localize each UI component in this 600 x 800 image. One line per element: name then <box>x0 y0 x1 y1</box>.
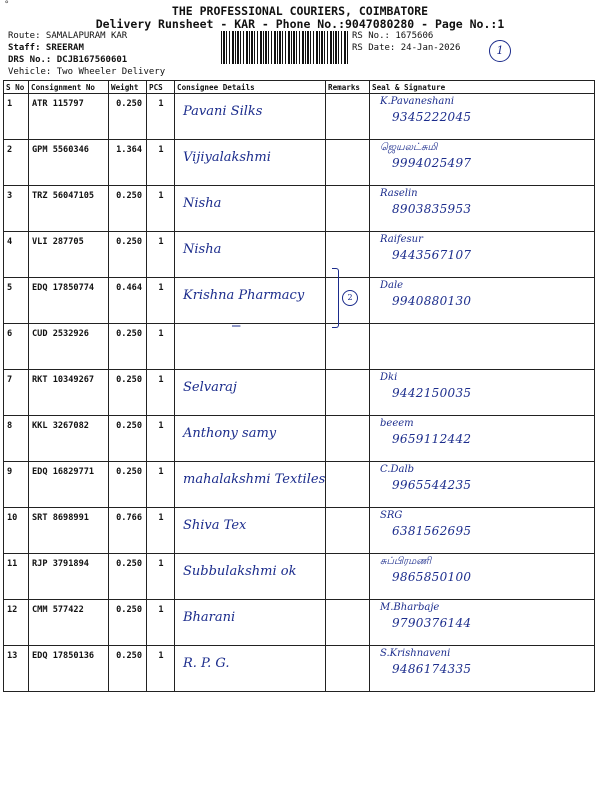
row-sno: 10 <box>4 508 29 554</box>
row-pcs: 1 <box>147 462 175 508</box>
signature-handwritten: Raifesur <box>380 234 423 245</box>
consignee-handwritten: Krishna Pharmacy <box>183 288 305 303</box>
row-weight: 0.250 <box>109 554 147 600</box>
col-consignment: Consignment No <box>29 81 109 94</box>
row-sno: 13 <box>4 646 29 692</box>
row-signature-cell <box>370 324 595 370</box>
signature-handwritten: C.Dalb <box>380 464 415 475</box>
row-signature-cell <box>370 646 595 692</box>
row-consignment-no: GPM 5560346 <box>29 140 109 186</box>
row-signature-cell <box>370 508 595 554</box>
row-consignee-cell <box>175 600 326 646</box>
row-remarks <box>326 140 370 186</box>
row-sno: 5 <box>4 278 29 324</box>
consignee-handwritten: Pavani Silks <box>183 104 263 119</box>
phone-handwritten: 8903835953 <box>392 202 472 216</box>
consignee-handwritten: Selvaraj <box>183 380 237 395</box>
row-remarks <box>326 186 370 232</box>
row-signature-cell <box>370 232 595 278</box>
row-consignee-cell <box>175 324 326 370</box>
col-signature: Seal & Signature <box>370 81 595 94</box>
row-remarks <box>326 94 370 140</box>
row-weight: 0.250 <box>109 462 147 508</box>
staff-label: Staff: SREERAM <box>8 43 84 53</box>
row-consignment-no: RJP 3791894 <box>29 554 109 600</box>
row-consignment-no: KKL 3267082 <box>29 416 109 462</box>
row-weight: 0.250 <box>109 94 147 140</box>
row-pcs: 1 <box>147 370 175 416</box>
col-weight: Weight <box>109 81 147 94</box>
row-weight: 0.250 <box>109 232 147 278</box>
consignee-handwritten: Bharani <box>183 610 236 625</box>
table-row <box>4 462 595 508</box>
signature-handwritten: S.Krishnaveni <box>380 648 451 659</box>
phone-handwritten: 9659112442 <box>392 432 472 446</box>
runsheet-title: Delivery Runsheet - KAR - Phone No.:9047080280 - Page No.:1 <box>95 17 505 31</box>
phone-handwritten: 9790376144 <box>392 616 472 630</box>
phone-handwritten: 9994025497 <box>392 156 472 170</box>
row-remarks <box>326 462 370 508</box>
table-row <box>4 600 595 646</box>
row-signature-cell <box>370 462 595 508</box>
table-row <box>4 554 595 600</box>
col-remarks: Remarks <box>326 81 370 94</box>
row-pcs: 1 <box>147 646 175 692</box>
row-consignee-cell <box>175 94 326 140</box>
row-pcs: 1 <box>147 232 175 278</box>
row-consignment-no: RKT 10349267 <box>29 370 109 416</box>
row-weight: 0.250 <box>109 370 147 416</box>
table-row <box>4 186 595 232</box>
row-pcs: 1 <box>147 508 175 554</box>
row-consignee-cell <box>175 646 326 692</box>
row-consignee-cell <box>175 232 326 278</box>
consignee-handwritten: R. P. G. <box>183 656 230 671</box>
table-header-row <box>4 81 595 94</box>
signature-handwritten: M.Bharbaje <box>380 602 440 613</box>
signature-handwritten: Dale <box>380 280 404 291</box>
consignee-handwritten: Subbulakshmi ok <box>183 564 297 579</box>
row-signature-cell <box>370 554 595 600</box>
row-signature-cell <box>370 186 595 232</box>
consignee-handwritten: Shiva Tex <box>183 518 247 533</box>
row-sno: 11 <box>4 554 29 600</box>
circled-page-mark: 1 <box>489 40 511 62</box>
col-consignee: Consignee Details <box>175 81 326 94</box>
row-consignee-cell <box>175 278 326 324</box>
row-consignment-no: CMM 577422 <box>29 600 109 646</box>
row-pcs: 1 <box>147 94 175 140</box>
row-pcs: 1 <box>147 140 175 186</box>
table-row <box>4 232 595 278</box>
row-consignee-cell <box>175 462 326 508</box>
row-pcs: 1 <box>147 416 175 462</box>
row-consignee-cell <box>175 140 326 186</box>
signature-handwritten: SRG <box>380 510 403 521</box>
row-remarks <box>326 324 370 370</box>
company-title: THE PROFESSIONAL COURIERS, COIMBATORE <box>171 4 429 18</box>
phone-handwritten: 9486174335 <box>392 662 472 676</box>
row-remarks <box>326 600 370 646</box>
rs-number: RS No.: 1675606 <box>352 31 434 41</box>
table-row <box>4 278 595 324</box>
row-consignment-no: TRZ 56047105 <box>29 186 109 232</box>
table-row <box>4 140 595 186</box>
grouping-bracket <box>332 268 339 328</box>
row-sno: 4 <box>4 232 29 278</box>
row-remarks <box>326 508 370 554</box>
row-consignment-no: CUD 2532926 <box>29 324 109 370</box>
row-sno: 9 <box>4 462 29 508</box>
row-sno: 7 <box>4 370 29 416</box>
row-consignment-no: EDQ 17850136 <box>29 646 109 692</box>
signature-handwritten: Dki <box>380 372 398 383</box>
row-weight: 0.250 <box>109 416 147 462</box>
row-sno: 3 <box>4 186 29 232</box>
consignee-handwritten: Nisha <box>183 242 222 257</box>
row-consignee-cell <box>175 554 326 600</box>
signature-handwritten: Raselin <box>380 188 418 199</box>
signature-handwritten: K.Pavaneshani <box>380 96 455 107</box>
phone-handwritten: 9865850100 <box>392 570 472 584</box>
row-sno: 12 <box>4 600 29 646</box>
row-sno: 8 <box>4 416 29 462</box>
row-consignee-cell <box>175 186 326 232</box>
row-consignment-no: VLI 287705 <box>29 232 109 278</box>
phone-handwritten: 9442150035 <box>392 386 472 400</box>
row-sno: 6 <box>4 324 29 370</box>
row-weight: 1.364 <box>109 140 147 186</box>
row-consignee-cell <box>175 508 326 554</box>
row-consignment-no: EDQ 16829771 <box>29 462 109 508</box>
row-pcs: 1 <box>147 186 175 232</box>
row-pcs: 1 <box>147 278 175 324</box>
phone-handwritten: 9443567107 <box>392 248 472 262</box>
row-remarks <box>326 416 370 462</box>
row-remarks <box>326 554 370 600</box>
vehicle-label: Vehicle: Two Wheeler Delivery <box>8 67 166 77</box>
phone-handwritten: 9345222045 <box>392 110 472 124</box>
consignee-handwritten: Nisha <box>183 196 222 211</box>
barcode <box>221 31 349 64</box>
group-count-mark: 2 <box>342 290 358 306</box>
table-row <box>4 508 595 554</box>
signature-handwritten: ஜெயலட்சுமி <box>380 142 438 153</box>
row-weight: 0.250 <box>109 186 147 232</box>
phone-handwritten: 9965544235 <box>392 478 472 492</box>
row-remarks <box>326 646 370 692</box>
col-pcs: PCS <box>147 81 175 94</box>
table-row <box>4 646 595 692</box>
row-signature-cell <box>370 140 595 186</box>
row-remarks <box>326 370 370 416</box>
row-consignee-cell <box>175 416 326 462</box>
runsheet-table <box>3 80 595 692</box>
row-weight: 0.250 <box>109 646 147 692</box>
row-consignment-no: SRT 8698991 <box>29 508 109 554</box>
row-pcs: 1 <box>147 600 175 646</box>
row-weight: 0.464 <box>109 278 147 324</box>
row-sno: 1 <box>4 94 29 140</box>
row-signature-cell <box>370 600 595 646</box>
phone-handwritten: 9940880130 <box>392 294 472 308</box>
table-row <box>4 416 595 462</box>
row-signature-cell <box>370 370 595 416</box>
row-consignee-cell <box>175 370 326 416</box>
row-sno: 2 <box>4 140 29 186</box>
row-signature-cell <box>370 278 595 324</box>
corner-mark: ° <box>4 0 10 10</box>
route-label: Route: SAMALAPURAM KAR <box>8 31 128 41</box>
row-pcs: 1 <box>147 554 175 600</box>
col-sno: S No <box>4 81 29 94</box>
consignee-handwritten: Anthony samy <box>183 426 277 441</box>
phone-handwritten: 6381562695 <box>392 524 472 538</box>
row-weight: 0.766 <box>109 508 147 554</box>
consignee-handwritten: mahalakshmi Textiles <box>183 472 326 487</box>
table-row <box>4 324 595 370</box>
table-row <box>4 94 595 140</box>
row-weight: 0.250 <box>109 600 147 646</box>
signature-handwritten: சுப்பிரமணி <box>380 556 432 567</box>
consignee-handwritten: Vijiyalakshmi <box>183 150 271 165</box>
blank-consignee-dash: — <box>232 318 241 334</box>
rs-date: RS Date: 24-Jan-2026 <box>352 43 461 53</box>
drs-label: DRS No.: DCJB167560601 <box>8 55 128 65</box>
row-weight: 0.250 <box>109 324 147 370</box>
table-row <box>4 370 595 416</box>
row-signature-cell <box>370 94 595 140</box>
signature-handwritten: beeem <box>380 418 414 429</box>
row-pcs: 1 <box>147 324 175 370</box>
row-signature-cell <box>370 416 595 462</box>
row-consignment-no: EDQ 17850774 <box>29 278 109 324</box>
row-consignment-no: ATR 115797 <box>29 94 109 140</box>
